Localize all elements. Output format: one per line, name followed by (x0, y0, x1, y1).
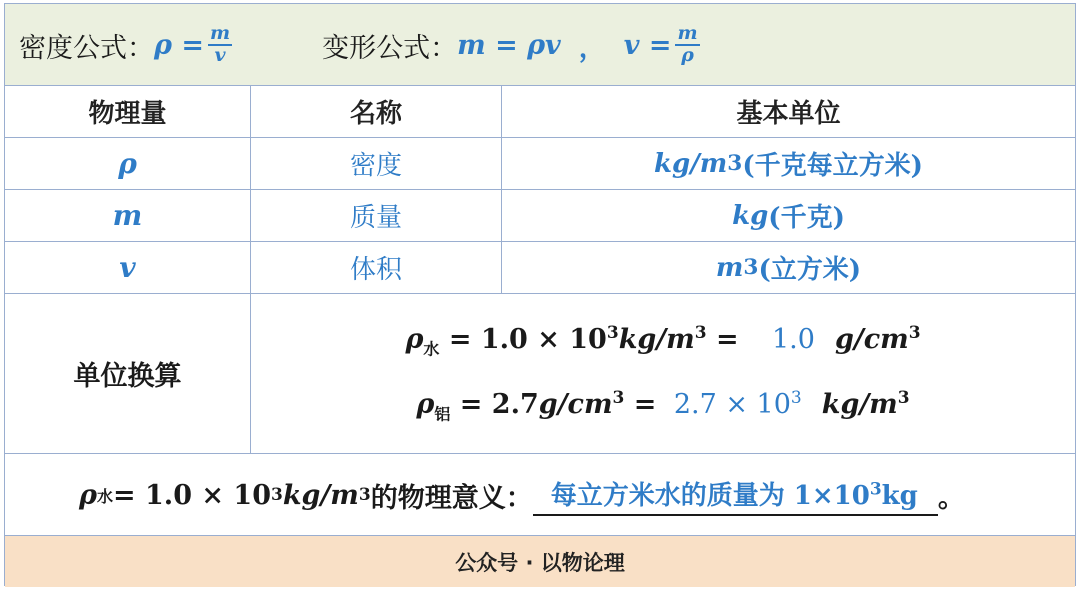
row-name: 质量 (251, 190, 502, 241)
header-quantity: 物理量 (5, 86, 251, 137)
density-formula (154, 24, 236, 66)
formula-card (4, 3, 1076, 586)
row-unit-chinese: (立方米) (758, 255, 862, 285)
formula-separator: ， (578, 32, 606, 64)
unit-g-cm: g/cm (834, 324, 909, 356)
unit-exponent: 3 (358, 485, 371, 505)
density-formula-lhs: ρ = (154, 29, 204, 61)
unit-exponent: 3 (908, 323, 921, 344)
density-formula-label: 密度公式： (19, 32, 154, 64)
water-subscript: 水 (423, 339, 440, 359)
unit-kg-m: kg/m (282, 479, 359, 511)
answer-unit: kg (881, 480, 918, 511)
density-fraction (208, 24, 232, 66)
row-name: 密度 (251, 138, 502, 189)
water-subscript: 水 (96, 486, 113, 506)
unit-exponent: 3 (694, 323, 707, 344)
row-unit (502, 190, 1075, 241)
unit-kg-m: kg/m (821, 388, 898, 420)
row-symbol: ρ (5, 138, 251, 189)
row-unit (502, 138, 1075, 189)
table-row (5, 242, 1075, 294)
answer-exponent: 3 (790, 387, 802, 408)
aluminium-density-conversion (416, 388, 909, 424)
footer-text: 公众号 · 以物论理 (455, 550, 625, 575)
row-unit-chinese: (千克每立方米) (742, 151, 923, 181)
row-unit-main: kg/m (654, 148, 728, 179)
row-unit-exponent: 3 (727, 151, 743, 176)
unit-exponent: 3 (897, 387, 910, 408)
water-density-answer: 1.0 (772, 324, 815, 356)
formula-bar (5, 4, 1075, 86)
conversion-lines (251, 294, 1075, 453)
row-symbol: v (5, 242, 251, 293)
water-density-value: = 1.0 × 10 (112, 479, 271, 511)
answer-exponent: 3 (869, 478, 882, 499)
row-unit-chinese: (千克) (768, 203, 845, 233)
table-row (5, 190, 1075, 242)
volume-formula (624, 24, 704, 66)
water-density-value: = 1.0 × 10 (439, 324, 607, 356)
physical-meaning-label: 的物理意义： (370, 482, 533, 514)
row-unit (502, 242, 1075, 293)
density-denominator: v (214, 44, 226, 66)
aluminium-density-value: = 2.7 (450, 388, 539, 420)
rho-symbol: ρ (79, 479, 97, 511)
equals-sign: = (624, 388, 666, 420)
mass-formula: m = ρv (457, 29, 561, 61)
volume-numerator: m (677, 22, 698, 45)
header-base-unit: 基本单位 (736, 99, 841, 129)
unit-kg-m: kg/m (618, 324, 695, 356)
row-unit-exponent: 3 (743, 255, 759, 280)
rho-symbol: ρ (416, 388, 435, 420)
volume-formula-lhs: v = (623, 29, 672, 61)
physical-meaning-section (5, 454, 1075, 536)
physical-meaning-line (79, 454, 965, 536)
period: 。 (937, 482, 965, 514)
answer-text: 每立方米水的质量为 1×10 (550, 480, 870, 511)
transform-formula-label: 变形公式： (322, 32, 458, 64)
unit-conversion-section (5, 294, 1075, 454)
exponent: 3 (270, 485, 283, 505)
aluminium-subscript: 铝 (434, 403, 451, 423)
physical-meaning-answer (533, 475, 938, 516)
water-density-conversion (405, 323, 920, 359)
row-unit-main: m (715, 252, 744, 283)
unit-conversion-label: 单位换算 (5, 294, 251, 453)
volume-denominator: ρ (681, 44, 694, 66)
row-symbol: m (5, 190, 251, 241)
density-numerator: m (209, 22, 231, 45)
table-header (5, 86, 1075, 138)
row-unit-main: kg (732, 200, 769, 231)
rho-symbol: ρ (405, 324, 424, 356)
unit-g-cm: g/cm (538, 388, 613, 420)
unit-exponent: 3 (612, 387, 625, 408)
footer-banner (5, 536, 1075, 587)
exponent: 3 (606, 323, 619, 344)
row-name: 体积 (251, 242, 502, 293)
header-name: 名称 (251, 86, 502, 137)
table-row (5, 138, 1075, 190)
aluminium-density-answer: 2.7 × 10 (673, 388, 791, 420)
volume-fraction (675, 24, 699, 66)
equals-sign: = (706, 324, 748, 356)
